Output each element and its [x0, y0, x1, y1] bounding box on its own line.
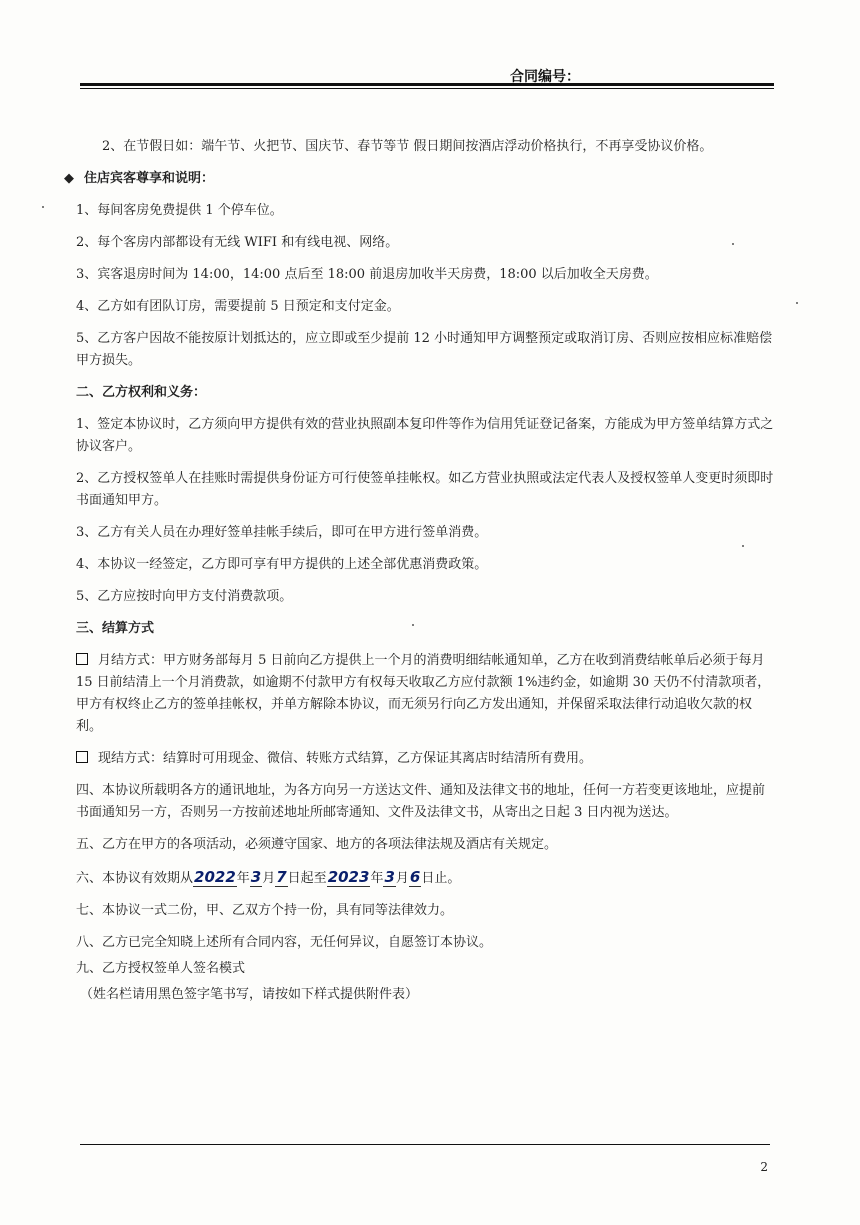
cash-checkbox[interactable]: [76, 751, 88, 763]
start-year-handwritten: 2022: [194, 868, 236, 886]
year-label: 年: [236, 871, 250, 886]
guest-item-4: 4、乙方如有团队订房，需要提前 5 日预定和支付定金。: [76, 299, 400, 314]
rights-item-4: 4、本协议一经签定，乙方即可享有甲方提供的上述全部优惠消费政策。: [76, 557, 488, 572]
from-label: 日起至: [287, 871, 327, 886]
scan-speck: [732, 243, 734, 245]
contract-number-text: 合同编号：: [510, 69, 580, 85]
month-label-2: 月: [395, 871, 409, 886]
month-label: 月: [262, 871, 276, 886]
monthly-checkbox[interactable]: [76, 653, 88, 665]
rights-item-2: 2、乙方授权签单人在挂账时需提供身份证方可行使签单挂帐权。如乙方营业执照或法定代表人及授权签单人变更时须即时书面通知甲方。: [76, 471, 774, 508]
scan-speck: [796, 302, 798, 304]
header-divider: [80, 83, 774, 89]
clause-9: 九、乙方授权签单人签名模式: [76, 961, 246, 976]
guest-item-1: 1、每间客房免费提供 1 个停车位。: [76, 203, 283, 218]
guest-item-2: 2、每个客房内部都设有无线 WIFI 和有线电视、网络。: [76, 235, 399, 250]
start-day-handwritten: 7: [276, 868, 287, 886]
diamond-bullet-icon: ◆: [64, 171, 74, 186]
guest-item-3: 3、宾客退房时间为 14:00，14:00 点后至 18:00 前退房加收半天房费，18:00 以后加收全天房费。: [76, 267, 658, 282]
guest-section-heading: [64, 168, 776, 190]
rights-section-heading: 二、乙方权利和义务：: [76, 385, 207, 400]
settlement-monthly: [76, 650, 776, 738]
guest-item-5: 5、乙方客户因故不能按原计划抵达的，应立即或至少提前 12 小时通知甲方调整预定或取消订房、否则应按相应标准赔偿甲方损失。: [76, 331, 773, 368]
end-year-handwritten: 2023: [327, 868, 370, 886]
end-month-handwritten: 3: [384, 868, 395, 886]
rights-item-1: 1、签定本协议时，乙方须向甲方提供有效的营业执照副本复印件等作为信用凭证登记备案，方能成为甲方签单结算方式之协议客户。: [76, 417, 774, 454]
holiday-clause: 2、在节假日如：端午节、火把节、国庆节、春节等节 假日期间按酒店浮动价格执行，不再享受协议价格。: [102, 139, 713, 154]
clause-8: 八、乙方已完全知晓上述所有合同内容，无任何异议，自愿签订本协议。: [76, 935, 493, 950]
scan-speck: [412, 624, 414, 626]
scan-speck: [742, 545, 744, 547]
contract-body: [64, 136, 776, 1016]
settlement-cash: [76, 748, 776, 770]
start-month-handwritten: 3: [250, 868, 262, 886]
end-day-handwritten: 6: [409, 868, 421, 886]
footer-divider: [80, 1144, 770, 1145]
clause-7: 七、本协议一式二份，甲、乙双方个持一份，具有同等法律效力。: [76, 903, 454, 918]
settlement-monthly-text: 月结方式：甲方财务部每月 5 日前向乙方提供上一个月的消费明细结帐通知单，乙方在收到消费结帐单后必须于每月 15 日前结清上一个月消费款，如逾期不付款甲方有权每天收取乙方应付款额 1%违约金，如逾期 30 天仍不付清款项者，甲方有权终止乙方的签单挂帐权，并单方解除本协议，而无须另行向乙方发出通知，并保留采取法律行动追收欠款的权利。: [76, 653, 771, 734]
page-number: 2: [760, 1160, 768, 1174]
clause-4: 四、本协议所载明各方的通讯地址，为各方向另一方送达文件、通知及法律文书的地址，任何一方若变更该地址，应提前书面通知另一方，否则另一方按前述地址所邮寄通知、文件及法律文书，从寄出之日起 3 日内视为送达。: [76, 783, 766, 820]
validity-prefix: 六、本协议有效期从: [76, 871, 194, 886]
settlement-cash-text: 现结方式：结算时可用现金、微信、转账方式结算，乙方保证其离店时结清所有费用。: [98, 751, 593, 766]
rights-item-5: 5、乙方应按时向甲方支付消费款项。: [76, 589, 293, 604]
scan-speck: [42, 206, 44, 208]
settlement-section-heading: 三、结算方式: [76, 621, 155, 636]
year-label-2: 年: [370, 871, 384, 886]
clause-5: 五、乙方在甲方的各项活动，必须遵守国家、地方的各项法律法规及酒店有关规定。: [76, 837, 558, 852]
guest-section-title: 住店宾客尊享和说明：: [84, 171, 215, 186]
end-label: 日止。: [421, 871, 461, 886]
rights-item-3: 3、乙方有关人员在办理好签单挂帐手续后，即可在甲方进行签单消费。: [76, 525, 488, 540]
clause-6-validity: [76, 866, 776, 890]
clause-9-note: （姓名栏请用黑色签字笔书写，请按如下样式提供附件表）: [80, 987, 419, 1002]
